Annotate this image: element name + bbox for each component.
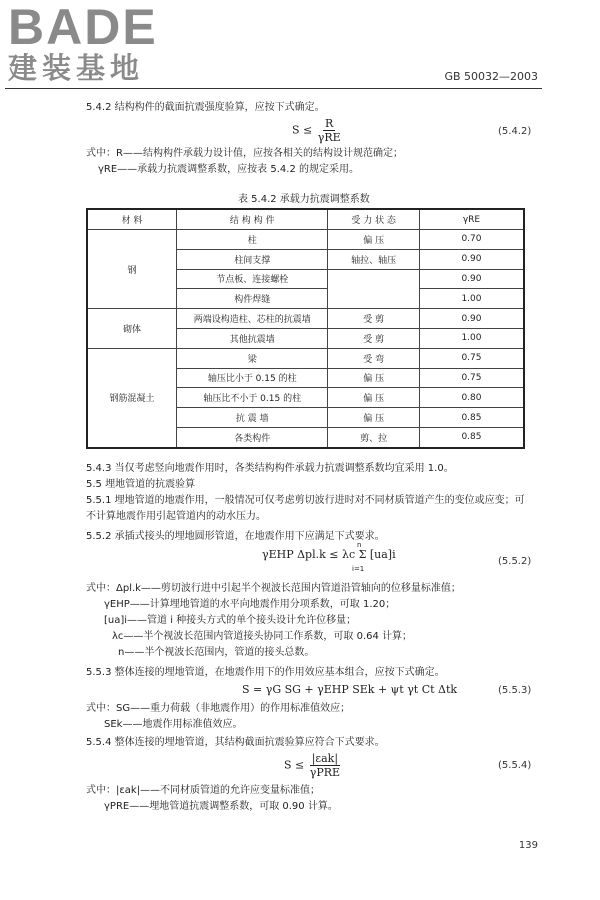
table-row (87, 348, 524, 368)
eq-denominator: γPRE (309, 766, 341, 779)
state-cell: 偏 压 (328, 230, 420, 250)
eq-lhs: S ≤ (292, 123, 313, 137)
value-cell: 0.90 (419, 269, 524, 289)
col-header-state: 受 力 状 态 (328, 209, 420, 230)
eq-denominator: γRE (317, 131, 341, 144)
col-header-material: 材 料 (87, 209, 177, 230)
state-cell: 剪、拉 (328, 427, 420, 447)
table-row (87, 309, 524, 329)
page-number: 139 (518, 840, 538, 851)
material-cell: 砌体 (87, 309, 177, 349)
section-5-5-title: 5.5 埋地管道的抗震验算 (86, 479, 196, 490)
equation-5-5-3: S = γG SG + γEHP SEk + ψt γt Ct Δtk (242, 683, 458, 696)
eq-fraction (308, 752, 342, 779)
where-epsilon: 式中：|εak|——不同材质管道的允许应变量标准值； (86, 785, 321, 796)
table-row (87, 230, 524, 250)
where-sek: SEk——地震作用标准值效应。 (104, 719, 243, 730)
eq-number-5-5-3: (5.5.3) (498, 685, 532, 696)
eq-fraction (316, 117, 343, 144)
eq-lhs: S ≤ (284, 758, 305, 772)
state-cell: 受 剪 (328, 309, 420, 329)
section-5-4-2-heading: 5.4.2 结构构件的截面抗震强度验算，应按下式确定。 (86, 102, 325, 113)
table-seismic-factors (86, 208, 525, 449)
eq-number-5-4-2: (5.4.2) (498, 126, 532, 137)
sum-lower-limit: i=1 (352, 565, 365, 573)
eq-number-5-5-2: (5.5.2) (498, 556, 532, 567)
where-n: n——半个视波长范围内，管道的接头总数。 (118, 647, 315, 658)
where-delta: 式中：Δpl.k——剪切波行进中引起半个视波长范围内管道沿管轴向的位移量标准值； (86, 583, 461, 594)
standard-number: GB 50032—2003 (444, 70, 538, 83)
value-cell: 0.75 (419, 348, 524, 368)
equation-5-4-2 (292, 117, 343, 144)
state-cell (328, 269, 420, 309)
table-caption: 表 5.4.2 承载力抗震调整系数 (238, 194, 370, 205)
col-header-member: 结 构 构 件 (177, 209, 328, 230)
eq-number-5-5-4: (5.5.4) (498, 760, 532, 771)
equation-5-5-4 (284, 752, 342, 779)
value-cell: 0.85 (419, 408, 524, 428)
where-lambda: λc——半个视波长范围内管道接头协同工作系数，可取 0.64 计算； (112, 631, 413, 642)
value-cell: 0.90 (419, 309, 524, 329)
member-cell: 柱 (177, 230, 328, 250)
eq-5-5-2-text: γEHP Δpl.k ≤ λc Σ [ua]i (262, 548, 396, 561)
value-cell: 0.80 (419, 388, 524, 408)
section-5-4-3: 5.4.3 当仅考虑竖向地震作用时，各类结构构件承载力抗震调整系数均宜采用 1.0。 (86, 463, 454, 474)
header-rule (5, 88, 542, 89)
state-cell: 受 弯 (328, 348, 420, 368)
equation-5-5-2 (262, 548, 396, 561)
logo-chinese: 建装基地 (8, 51, 145, 85)
section-5-5-1-line2: 不计算地震作用引起管道内的动水压力。 (86, 511, 266, 522)
state-cell: 偏 压 (328, 368, 420, 388)
member-cell: 各类构件 (177, 427, 328, 447)
member-cell: 两端设构造柱、芯柱的抗震墙 (177, 309, 328, 329)
value-cell: 1.00 (419, 328, 524, 348)
sum-upper-limit: n (357, 541, 362, 549)
section-5-5-4-heading: 5.5.4 整体连接的埋地管道，其结构截面抗震验算应符合下式要求。 (86, 737, 385, 748)
where-gamma-pre: γPRE——埋地管道抗震调整系数，可取 0.90 计算。 (104, 801, 338, 812)
member-cell: 轴压比不小于 0.15 的柱 (177, 388, 328, 408)
material-cell: 钢 (87, 230, 177, 309)
member-cell: 节点板、连接螺栓 (177, 269, 328, 289)
member-cell: 柱间支撑 (177, 249, 328, 269)
value-cell: 0.90 (419, 249, 524, 269)
state-cell: 受 剪 (328, 328, 420, 348)
col-header-gamma: γRE (419, 209, 524, 230)
state-cell: 偏 压 (328, 408, 420, 428)
value-cell: 0.70 (419, 230, 524, 250)
state-cell: 轴拉、轴压 (328, 249, 420, 269)
eq-numerator: |εak| (311, 752, 339, 765)
section-5-5-3-heading: 5.5.3 整体连接的埋地管道，在地震作用下的作用效应基本组合，应按下式确定。 (86, 667, 445, 678)
value-cell: 0.85 (419, 427, 524, 447)
member-cell: 构件焊缝 (177, 289, 328, 309)
where-R: 式中：R——结构构件承载力设计值，应按各相关的结构设计规范确定； (86, 148, 403, 159)
value-cell: 1.00 (419, 289, 524, 309)
member-cell: 其他抗震墙 (177, 328, 328, 348)
logo-bade: BADE (8, 0, 158, 55)
member-cell: 梁 (177, 348, 328, 368)
where-gamma-ehp: γEHP——计算埋地管道的水平向地震作用分项系数，可取 1.20； (104, 599, 396, 610)
member-cell: 轴压比小于 0.15 的柱 (177, 368, 328, 388)
where-gamma-re: γRE——承载力抗震调整系数，应按表 5.4.2 的规定采用。 (98, 164, 359, 175)
table-header-row (87, 209, 524, 230)
where-ua: [ua]i——管道 i 种接头方式的单个接头设计允许位移量； (104, 615, 357, 626)
state-cell: 偏 压 (328, 388, 420, 408)
section-5-5-2-heading: 5.5.2 承插式接头的埋地圆形管道，在地震作用下应满足下式要求。 (86, 531, 385, 542)
value-cell: 0.75 (419, 368, 524, 388)
eq-numerator: R (325, 117, 334, 130)
section-5-5-1-line1: 5.5.1 埋地管道的地震作用，一般情况可仅考虑剪切波行进时对不同材质管道产生的变位或应变；可 (86, 495, 525, 506)
where-sg: 式中：SG——重力荷载（非地震作用）的作用标准值效应； (86, 703, 351, 714)
member-cell: 抗 震 墙 (177, 408, 328, 428)
material-cell: 钢筋混凝土 (87, 348, 177, 447)
